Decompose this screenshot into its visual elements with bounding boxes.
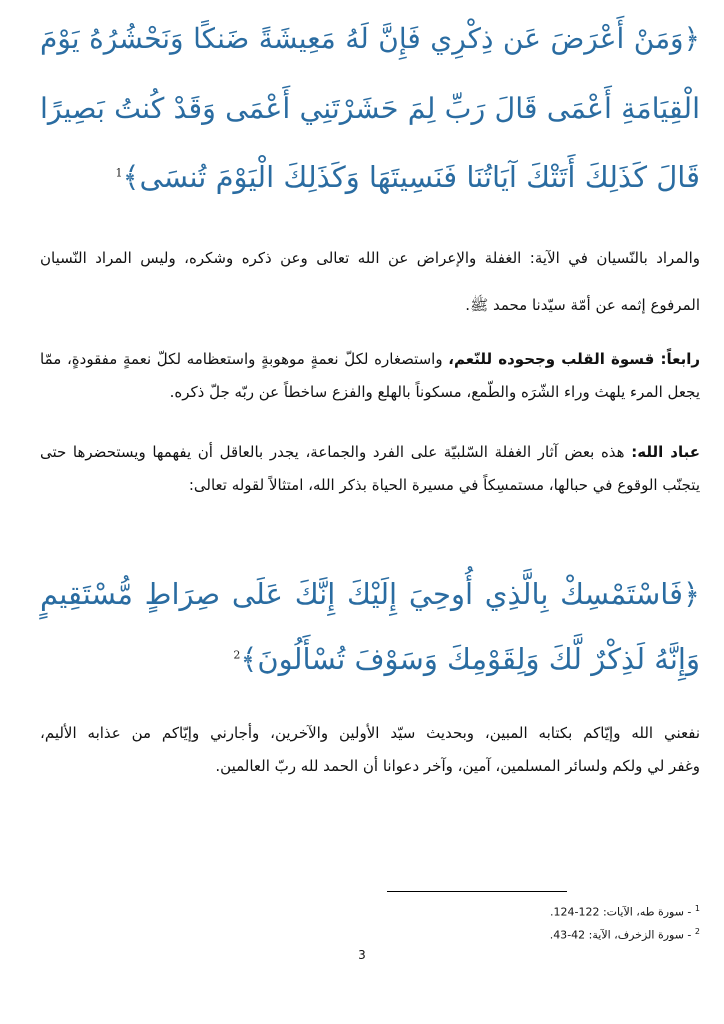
paragraph-3 [40,436,700,502]
paragraph-4-line1: نفعني الله وإيّاكم بكتابه المبين، وبحديث سيّد الأولين والآخرين، وأجارني وإيّاكم من عذابه الأليم، [40,724,700,742]
verse1-line3 [40,160,700,194]
verse1-line2: الْقِيَامَةِ أَعْمَى قَالَ رَبِّ لِمَ حَشَرْتَنِي أَعْمَى وَقَدْ كُنتُ بَصِيرًا [40,92,700,125]
verse2-line2 [40,642,700,676]
footnote-1 [40,904,700,919]
verse1-line1: ﴿وَمَنْ أَعْرَضَ عَن ذِكْرِي فَإِنَّ لَهُ مَعِيشَةً ضَنكًا وَنَحْشُرُهُ يَوْمَ [40,22,700,55]
paragraph-2 [40,343,700,409]
footnote-ref-2: 2 [233,648,241,662]
verse2-line1: ﴿فَاسْتَمْسِكْ بِالَّذِي أُوحِيَ إِلَيْكَ إِنَّكَ عَلَى صِرَاطٍ مُّسْتَقِيمٍ [40,577,700,611]
footnote-1-number: 1 [694,904,700,913]
footnote-2-number: 2 [694,927,700,936]
footnote-2-text: - سورة الزخرف، الآية: 42-43. [549,928,695,942]
footnote-ref-1: 1 [115,166,123,180]
verse2-line2-text: وَإِنَّهُ لَذِكْرٌ لَّكَ وَلِقَوْمِكَ وَسَوْفَ تُسْأَلُونَ﴾ [240,642,700,676]
paragraph-2-text: واستصغاره لكلّ نعمةٍ موهوبةٍ واستعظامه لكلّ نعمةٍ مفقودةٍ، ممّا يجعل المرء يلهث وراء الشّرَه والطّمع، مسكوناً بالهلع والفزع ساخطاً عن ربّه جلّ ذكره. [40,350,700,401]
paragraph-3-text: هذه بعض آثار الغفلة السّلبيّة على الفرد والجماعة، يجدر بالعاقل أن يفهمها ويستحضرها حتى يتجنّب الوقوع في حبالها، مستمسِكاً في مسيرة الحياة بذكر الله، امتثالاً لقوله تعالى: [40,443,700,494]
paragraph-4 [40,717,700,783]
verse1-line3-text: قَالَ كَذَلِكَ أَتَتْكَ آيَاتُنَا فَنَسِيتَهَا وَكَذَلِكَ الْيَوْمَ تُنسَى﴾ [122,160,700,194]
footnote-divider [387,891,567,892]
paragraph-4-line2: وغفر لي ولكم ولسائر المسلمين، آمين، وآخر دعوانا أن الحمد لله ربّ العالمين. [215,757,700,775]
paragraph-1-line1: والمراد بالنّسيان في الآية: الغفلة والإعراض عن الله تعالى وعن ذكره وشكره، وليس المراد النّسيان [40,249,700,267]
footnote-2 [40,927,700,942]
footnote-1-text: - سورة طه، الآيات: 122-124. [549,905,695,919]
paragraph-2-heading: رابعاً: قسوة القلب وجحوده للنّعم، [448,350,700,368]
page-number: 3 [358,948,366,962]
paragraph-1 [40,242,700,322]
paragraph-3-heading: عباد الله: [631,443,701,461]
paragraph-1-line2: المرفوع إثمه عن أمّة سيّدنا محمد ﷺ. [465,296,700,314]
